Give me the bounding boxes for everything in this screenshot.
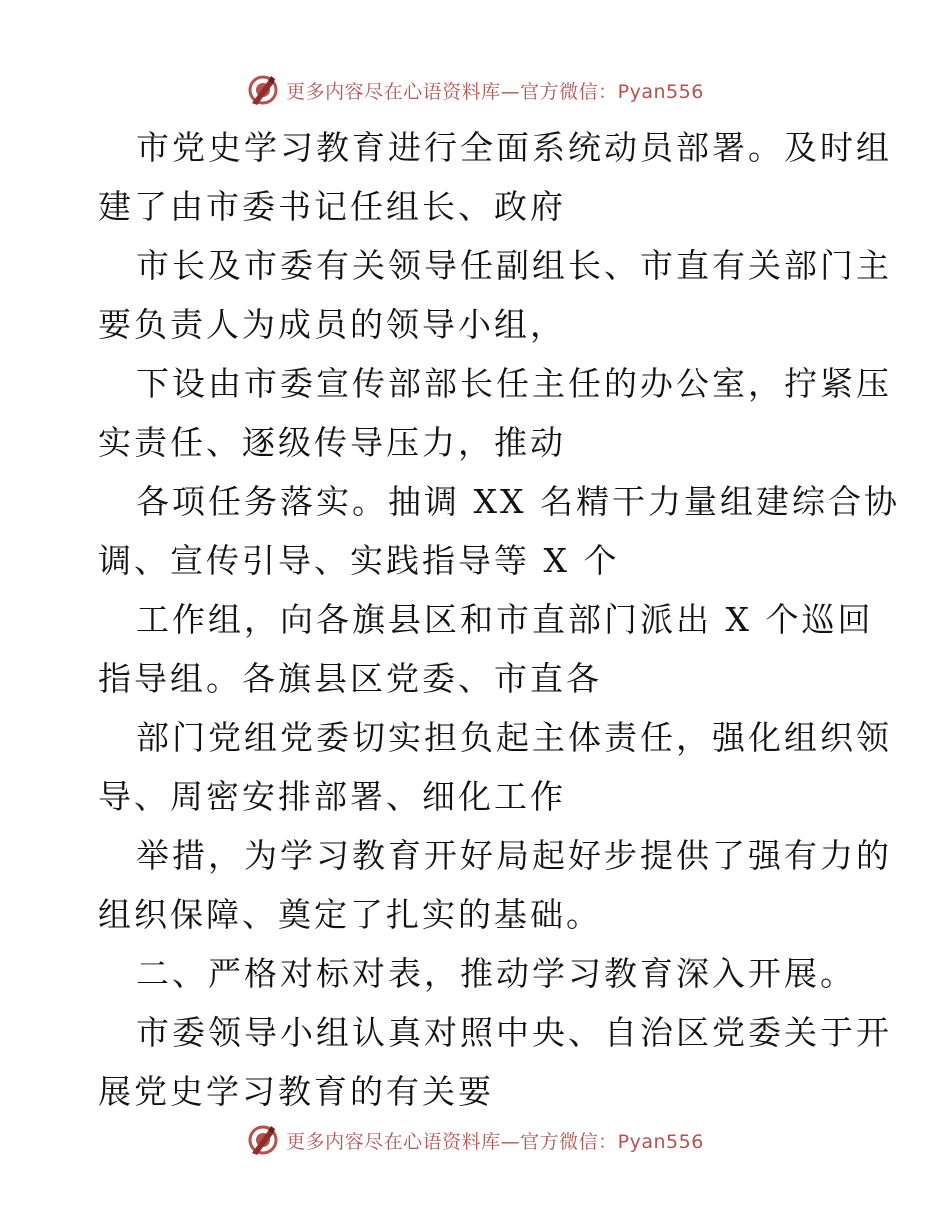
text-line: 展党史学习教育的有关要 xyxy=(98,1072,494,1111)
text-line: 部门党组党委切实担负起主体责任，强化组织领 xyxy=(136,718,892,757)
text-line: 导、周密安排部署、细化工作 xyxy=(98,777,566,816)
text-line: 建了由市委书记任组长、政府 xyxy=(98,187,566,226)
text-line: 市党史学习教育进行全面系统动员部署。及时组 xyxy=(136,128,892,167)
text-line: 下设由市委宣传部部长任主任的办公室，拧紧压 xyxy=(136,364,892,403)
footer-banner xyxy=(0,1120,950,1160)
document-text xyxy=(98,118,900,1121)
banner-group xyxy=(246,1123,704,1157)
text-line: 组织保障、奠定了扎实的基础。 xyxy=(98,895,602,934)
banner-text: 更多内容尽在心语资料库—官方微信：Pyan556 xyxy=(286,80,704,103)
header-banner xyxy=(0,70,950,110)
text-line: 工作组，向各旗县区和市直部门派出 X 个巡回 xyxy=(136,600,874,639)
text-line: 市长及市委有关领导任副组长、市直有关部门主 xyxy=(136,246,892,285)
banner-text: 更多内容尽在心语资料库—官方微信：Pyan556 xyxy=(286,1130,704,1153)
pen-in-circle-icon xyxy=(246,73,280,107)
section-heading: 二、严格对标对表，推动学习教育深入开展。 xyxy=(136,954,856,993)
text-line: 各项任务落实。抽调 XX 名精干力量组建综合协 xyxy=(136,482,900,521)
text-line: 调、宣传引导、实践指导等 X 个 xyxy=(98,541,620,580)
text-line: 实责任、逐级传导压力，推动 xyxy=(98,423,566,462)
text-line: 举措，为学习教育开好局起好步提供了强有力的 xyxy=(136,836,892,875)
text-line: 市委领导小组认真对照中央、自治区党委关于开 xyxy=(136,1013,892,1052)
text-line: 要负责人为成员的领导小组， xyxy=(98,305,566,344)
banner-group xyxy=(246,73,704,107)
pen-in-circle-icon xyxy=(246,1123,280,1157)
text-line: 指导组。各旗县区党委、市直各 xyxy=(98,659,602,698)
